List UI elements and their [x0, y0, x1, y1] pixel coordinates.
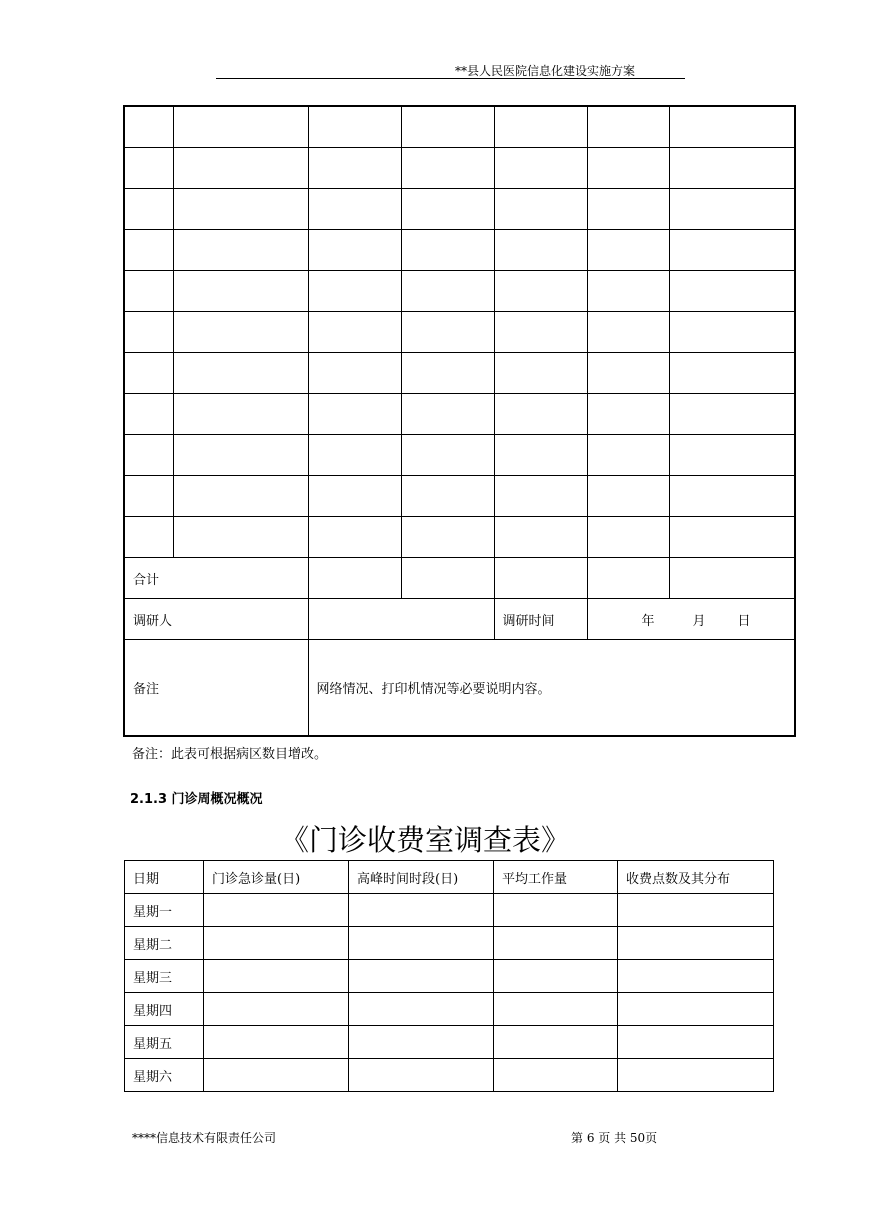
table-row [125, 894, 774, 927]
table-cell [173, 148, 308, 189]
table-cell [308, 353, 401, 394]
table-cell [401, 230, 494, 271]
table-cell [494, 1026, 618, 1059]
column-header: 收费点数及其分布 [618, 861, 774, 894]
table-row [124, 148, 795, 189]
table-cell [669, 189, 795, 230]
table-row [124, 271, 795, 312]
table-cell [494, 353, 587, 394]
table-cell [669, 230, 795, 271]
table-cell [173, 189, 308, 230]
table-cell [494, 558, 587, 599]
table-cell [204, 1059, 349, 1092]
table-cell [669, 271, 795, 312]
remark-text: 网络情况、打印机情况等必要说明内容。 [308, 640, 795, 737]
researcher-value [308, 599, 494, 640]
table-cell [587, 312, 669, 353]
table-cell [587, 517, 669, 558]
table-cell [401, 517, 494, 558]
table-row [124, 230, 795, 271]
table-cell [124, 435, 173, 476]
table-cell [308, 106, 401, 148]
table-cell [308, 148, 401, 189]
table-cell [124, 271, 173, 312]
weekday-label: 星期四 [125, 993, 204, 1026]
table-cell [494, 435, 587, 476]
table-cell [494, 230, 587, 271]
table-cell [494, 894, 618, 927]
table-cell [173, 230, 308, 271]
table-cell [349, 927, 494, 960]
table-cell [124, 517, 173, 558]
table-cell [494, 271, 587, 312]
table-cell [669, 148, 795, 189]
table-cell [204, 960, 349, 993]
table-cell [124, 230, 173, 271]
table-cell [494, 148, 587, 189]
table-cell [669, 517, 795, 558]
table-cell [349, 993, 494, 1026]
table-cell [173, 476, 308, 517]
fee-office-survey-table [124, 860, 774, 1092]
table-cell [308, 189, 401, 230]
table-row [124, 435, 795, 476]
table-cell [308, 435, 401, 476]
table-row [124, 312, 795, 353]
table-row [125, 993, 774, 1026]
table-cell [349, 960, 494, 993]
table-note: 备注：此表可根据病区数目增改。 [132, 747, 328, 762]
table-cell [349, 894, 494, 927]
table-cell [308, 312, 401, 353]
table-cell [587, 558, 669, 599]
table-cell [173, 394, 308, 435]
table-cell [494, 1059, 618, 1092]
research-date-fields [587, 599, 795, 640]
table-cell [494, 106, 587, 148]
table-cell [587, 271, 669, 312]
table-row [124, 517, 795, 558]
table-cell [401, 106, 494, 148]
month-label: 月 [692, 613, 706, 629]
table-cell [669, 558, 795, 599]
table-cell [401, 189, 494, 230]
table-cell [618, 894, 774, 927]
table-cell [618, 927, 774, 960]
table-cell [173, 271, 308, 312]
table-cell [349, 1026, 494, 1059]
fee-table-title: 《门诊收费室调查表》 [280, 823, 571, 857]
sum-row [124, 558, 795, 599]
table-cell [124, 353, 173, 394]
table-cell [587, 106, 669, 148]
table-cell [173, 517, 308, 558]
table-cell [494, 960, 618, 993]
table-cell [204, 1026, 349, 1059]
year-label: 年 [641, 613, 655, 629]
table-cell [669, 106, 795, 148]
table-cell [401, 394, 494, 435]
day-label: 日 [737, 613, 751, 629]
table-cell [587, 353, 669, 394]
weekday-label: 星期二 [125, 927, 204, 960]
table-cell [124, 476, 173, 517]
table-row [124, 476, 795, 517]
ward-survey-table [123, 105, 796, 737]
table-cell [204, 894, 349, 927]
table-cell [308, 476, 401, 517]
table-cell [669, 476, 795, 517]
table-cell [308, 558, 401, 599]
table-cell [587, 394, 669, 435]
weekday-label: 星期三 [125, 960, 204, 993]
table-cell [308, 394, 401, 435]
table-cell [494, 394, 587, 435]
table-row [125, 960, 774, 993]
table-cell [494, 517, 587, 558]
table-cell [124, 312, 173, 353]
table-row [125, 927, 774, 960]
table-cell [669, 435, 795, 476]
table-cell [618, 960, 774, 993]
table-cell [669, 312, 795, 353]
table-cell [173, 435, 308, 476]
remark-row [124, 640, 795, 737]
table-cell [173, 353, 308, 394]
researcher-label: 调研人 [124, 599, 308, 640]
table-cell [308, 271, 401, 312]
researcher-row [124, 599, 795, 640]
table-cell [401, 271, 494, 312]
table-cell [494, 189, 587, 230]
table-cell [204, 927, 349, 960]
table-cell [587, 148, 669, 189]
column-header: 高峰时间时段(日) [349, 861, 494, 894]
table-cell [349, 1059, 494, 1092]
table-cell [308, 230, 401, 271]
table-cell [401, 476, 494, 517]
sum-label: 合计 [124, 558, 308, 599]
section-heading: 2.1.3 门诊周概况概况 [130, 792, 263, 807]
table-cell [173, 312, 308, 353]
table-cell [669, 394, 795, 435]
table-row [124, 353, 795, 394]
table-row [124, 106, 795, 148]
table-cell [494, 993, 618, 1026]
table-row [124, 394, 795, 435]
table-cell [308, 517, 401, 558]
table-row [125, 1059, 774, 1092]
table-cell [401, 312, 494, 353]
table-row [125, 1026, 774, 1059]
table-cell [669, 353, 795, 394]
table-cell [587, 435, 669, 476]
table-cell [401, 353, 494, 394]
remark-label: 备注 [124, 640, 308, 737]
fee-table-header-row [125, 861, 774, 894]
table-cell [494, 312, 587, 353]
footer-page-info: 第 6 页 共 50页 [571, 1131, 658, 1145]
page-header-title: **县人民医院信息化建设实施方案 [455, 64, 636, 78]
footer-company: ****信息技术有限责任公司 [132, 1131, 277, 1145]
table-cell [494, 476, 587, 517]
table-cell [618, 993, 774, 1026]
table-row [124, 189, 795, 230]
table-cell [173, 106, 308, 148]
table-cell [124, 106, 173, 148]
table-cell [401, 148, 494, 189]
column-header: 门诊急诊量(日) [204, 861, 349, 894]
research-time-label: 调研时间 [494, 599, 587, 640]
table-cell [587, 189, 669, 230]
table-cell [204, 993, 349, 1026]
table-cell [124, 189, 173, 230]
table-cell [587, 230, 669, 271]
column-header: 平均工作量 [494, 861, 618, 894]
weekday-label: 星期一 [125, 894, 204, 927]
column-header: 日期 [125, 861, 204, 894]
table-cell [124, 394, 173, 435]
table-cell [401, 558, 494, 599]
table-cell [618, 1026, 774, 1059]
table-cell [618, 1059, 774, 1092]
table-cell [401, 435, 494, 476]
table-cell [494, 927, 618, 960]
weekday-label: 星期六 [125, 1059, 204, 1092]
weekday-label: 星期五 [125, 1026, 204, 1059]
table-cell [587, 476, 669, 517]
table-cell [124, 148, 173, 189]
header-rule [216, 78, 685, 79]
